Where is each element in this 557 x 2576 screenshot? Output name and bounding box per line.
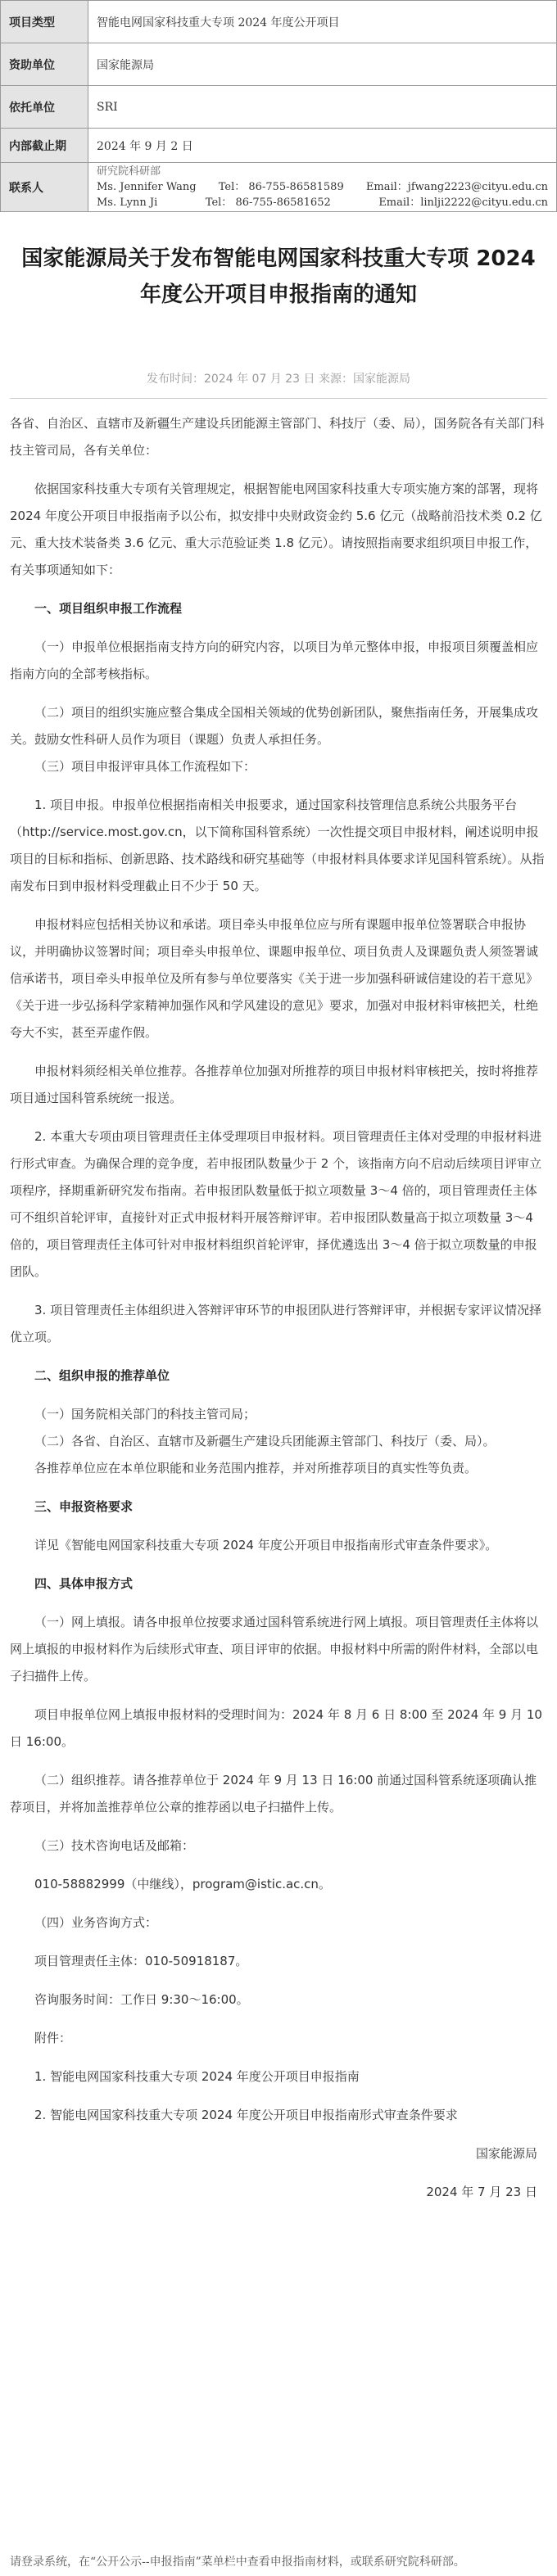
paragraph: 申报材料应包括相关协议和承诺。项目牵头申报单位应与所有课题申报单位签署联合申报协议，并明确协议签署时间；项目牵头申报单位、课题申报单位、项目负责人及课题负责人须签署诚信承诺书，项目牵头申报单位及所有参与单位要落实《关于进一步加强科研诚信建设的若干意见》《关于进一步弘扬科学家精神加强作风和学风建设的意见》要求，加强对申报材料审核把关，杜绝夸大不实，甚至弄虚作假。: [10, 917, 539, 1040]
contact-2-tel: Tel： 86-755-86581652: [205, 197, 331, 209]
contact-person-1: [97, 179, 548, 195]
funder-label: 资助单位: [1, 43, 88, 86]
paragraph: （二）各省、自治区、直辖市及新疆生产建设兵团能源主管部门、科技厅（委、局）。: [34, 1434, 496, 1448]
section-heading-4: 四、具体申报方式: [34, 1576, 134, 1591]
paragraph: 3. 项目管理责任主体组织进入答辩评审环节的申报团队进行答辩评审，并根据专家评议情况择优立项。: [10, 1303, 542, 1344]
paragraph: 项目申报单位网上填报申报材料的受理时间为：2024 年 8 月 6 日 8:00 至 2024 年 9 月 10 日 16:00。: [10, 1707, 542, 1749]
article-meta: 发布时间：2024 年 07 月 23 日 来源：国家能源局: [147, 373, 410, 386]
contact-1-tel: Tel： 86-755-86581589: [218, 181, 344, 193]
contact-org: 研究院科研部: [97, 165, 161, 178]
contact-value: [88, 163, 557, 212]
project-info-table: [0, 0, 557, 212]
signature-date: 2024 年 7 月 23 日: [426, 2185, 537, 2199]
host-label: 依托单位: [1, 86, 88, 129]
info-row-project-type: [1, 1, 557, 43]
article-body: [0, 399, 557, 2206]
notice-article: [0, 223, 557, 2206]
contact-label: 联系人: [1, 163, 88, 212]
deadline-label: 内部截止期: [1, 129, 88, 163]
paragraph: （二）组织推荐。请各推荐单位于 2024 年 9 月 13 日 16:00 前通过国科管系统逐项确认推荐项目，并将加盖推荐单位公章的推荐函以电子扫描件上传。: [10, 1773, 537, 1814]
paragraph: 2. 本重大专项由项目管理责任主体受理项目申报材料。项目管理责任主体对受理的申报材料进行形式审查。为确保合理的竞争度，若申报团队数量少于 2 个，该指南方向不启动后续项目评审立项程序，择期重新研究发布指南。若申报团队数量低于拟立项数量 3～4 倍的，项目管理责任主体可不组织首轮评审，直接针对正式申报材料开展答辩评审。若申报团队数量高于拟立项数量 3～4 倍的，项目管理责任主体可针对申报材料组织首轮评审，择优遴选出 3～4 倍于拟立项数量的申报团队。: [10, 1129, 542, 1279]
contact-1-name: Ms. Jennifer Wang: [97, 181, 197, 193]
info-row-host: [1, 86, 557, 129]
paragraph: 项目管理责任主体：010-50918187。: [34, 1954, 248, 1968]
paragraph: （一）网上填报。请各申报单位按要求通过国科管系统进行网上填报。项目管理责任主体将以网上填报的申报材料作为后续形式审查、项目评审的依据。申报材料中所需的附件材料，全部以电子扫描件上传。: [10, 1615, 539, 1683]
paragraph: 各推荐单位应在本单位职能和业务范围内推荐，并对所推荐项目的真实性等负责。: [34, 1461, 478, 1476]
paragraph: （二）项目的组织实施应整合集成全国相关领域的优势创新团队，聚焦指南任务，开展集成攻关。鼓励女性科研人员作为项目（课题）负责人承担任务。: [10, 705, 539, 747]
info-row-funder: [1, 43, 557, 86]
info-row-contact: [1, 163, 557, 212]
paragraph: 申报材料须经相关单位推荐。各推荐单位加强对所推荐的项目申报材料审核把关，按时将推荐项目通过国科管系统统一报送。: [10, 1064, 539, 1105]
info-row-deadline: [1, 129, 557, 163]
paragraph-intro: 依据国家科技重大专项有关管理规定，根据智能电网国家科技重大专项实施方案的部署，现将 2024 年度公开项目申报指南予以公布，拟安排中央财政资金约 5.6 亿元（战略前沿技术类 0.2 亿元、重大技术装备类 3.6 亿元、重大示范验证类 1.8 亿元）。请按照指南要求组织项目申报工作，有关事项通知如下：: [10, 481, 542, 577]
footer-note: 请登录系统，在“公开公示--申报指南”菜单栏中查看申报指南材料，或联系研究院科研部。: [10, 2556, 465, 2569]
attachment-link-2[interactable]: 2. 智能电网国家科技重大专项 2024 年度公开项目申报指南形式审查条件要求: [34, 2108, 458, 2122]
paragraph: 咨询服务时间：工作日 9:30～16:00。: [34, 1992, 249, 2007]
addressee: 各省、自治区、直辖市及新疆生产建设兵团能源主管部门、科技厅（委、局），国务院各有关部门科技主管司局，各有关单位：: [10, 416, 545, 458]
host-value: SRI: [88, 86, 557, 129]
deadline-value: 2024 年 9 月 2 日: [88, 129, 557, 163]
contact-2-name: Ms. Lynn Ji: [97, 197, 158, 209]
section-heading-3: 三、申报资格要求: [34, 1499, 134, 1514]
paragraph: （一）申报单位根据指南支持方向的研究内容，以项目为单元整体申报，申报项目须覆盖相应指南方向的全部考核指标。: [10, 639, 539, 681]
article-title: 国家能源局关于发布智能电网国家科技重大专项 2024 年度公开项目申报指南的通知: [21, 246, 536, 307]
attachments-label: 附件：: [34, 2031, 72, 2045]
funder-value: 国家能源局: [88, 43, 557, 86]
section-heading-2: 二、组织申报的推荐单位: [34, 1368, 170, 1383]
paragraph: （三）项目申报评审具体工作流程如下：: [34, 759, 256, 774]
project-type-value: 智能电网国家科技重大专项 2024 年度公开项目: [88, 1, 557, 43]
paragraph: 详见《智能电网国家科技重大专项 2024 年度公开项目申报指南形式审查条件要求》。: [34, 1538, 498, 1552]
paragraph: （一）国务院相关部门的科技主管司局；: [34, 1407, 256, 1421]
contact-email-line[interactable]: 010-58882999（中继线），program@istic.ac.cn。: [34, 1877, 331, 1891]
contact-2-email[interactable]: Email：linlji2222@cityu.edu.cn: [378, 197, 548, 209]
attachment-link-1[interactable]: 1. 智能电网国家科技重大专项 2024 年度公开项目申报指南: [34, 2069, 360, 2084]
paragraph: （三）技术咨询电话及邮箱：: [34, 1838, 195, 1853]
contact-1-email[interactable]: Email：jfwang2223@cityu.edu.cn: [365, 181, 548, 193]
project-type-label: 项目类型: [1, 1, 88, 43]
signature-org: 国家能源局: [475, 2146, 537, 2161]
contact-person-2: [97, 195, 548, 210]
section-heading-1: 一、项目组织申报工作流程: [34, 601, 183, 616]
paragraph: 1. 项目申报。申报单位根据指南相关申报要求，通过国家科技管理信息系统公共服务平台（http://service.most.gov.cn，以下简称国科管系统）一次性提交项目申报材料，阐述说明申报项目的目标和指标、创新思路、技术路线和研究基础等（申报材料具体要求详见国科管系统）。从指南发布日到申报材料受理截止日不少于 50 天。: [10, 798, 545, 893]
paragraph: （四）业务咨询方式：: [34, 1915, 158, 1930]
